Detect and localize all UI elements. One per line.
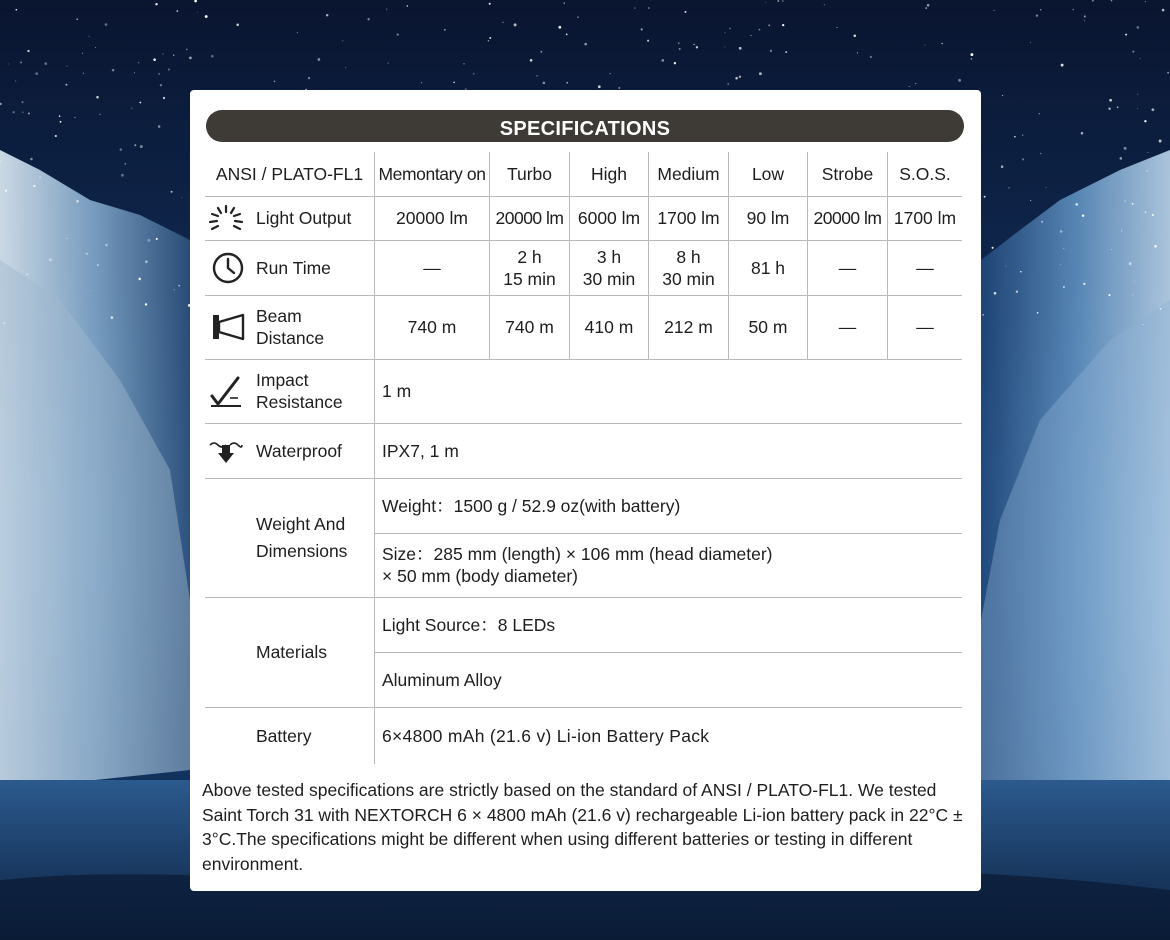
star xyxy=(318,58,321,61)
star xyxy=(1075,203,1078,206)
star xyxy=(342,40,343,41)
light-output-label: Light Output xyxy=(256,208,352,228)
star xyxy=(1125,34,1127,36)
star xyxy=(158,125,161,128)
beam-distance-turbo: 740 m xyxy=(505,317,554,337)
star xyxy=(566,33,568,35)
light-output-turbo: 20000 lm xyxy=(495,208,564,228)
star xyxy=(5,189,8,192)
star xyxy=(1008,187,1009,188)
star xyxy=(20,61,22,63)
star xyxy=(558,26,561,29)
star xyxy=(211,55,214,58)
star xyxy=(1162,9,1165,12)
star xyxy=(1060,230,1063,233)
run-time-turbo: 2 h 15 min xyxy=(503,246,556,289)
star xyxy=(759,72,762,75)
star xyxy=(1151,108,1154,111)
mode-header-momentary: Memontary on xyxy=(378,164,486,184)
star xyxy=(610,73,611,74)
star xyxy=(131,108,132,109)
star xyxy=(194,0,197,2)
star xyxy=(39,176,41,178)
star xyxy=(388,63,389,64)
star xyxy=(727,83,729,85)
star xyxy=(530,59,533,62)
star xyxy=(1124,147,1127,150)
star xyxy=(679,48,681,50)
star xyxy=(100,114,101,115)
star xyxy=(770,50,772,52)
star xyxy=(641,28,643,30)
star xyxy=(837,27,838,28)
star xyxy=(1060,264,1061,265)
weight-value: Weight：1500 g / 52.9 oz(with battery) xyxy=(382,495,681,516)
star xyxy=(1036,14,1038,16)
star xyxy=(1145,1,1146,2)
star xyxy=(33,185,35,187)
star xyxy=(83,73,84,74)
mode-header-low: Low xyxy=(751,164,785,184)
star xyxy=(308,77,310,79)
light-output-strobe: 20000 lm xyxy=(813,208,882,228)
star xyxy=(1082,214,1084,216)
materials-label: Materials xyxy=(256,642,327,662)
mode-header-high: High xyxy=(591,164,627,184)
star xyxy=(1143,324,1144,325)
star xyxy=(44,62,47,65)
star xyxy=(21,101,23,103)
star xyxy=(1117,106,1119,108)
clock-icon xyxy=(210,250,246,286)
star xyxy=(134,144,136,146)
star xyxy=(857,52,858,53)
star xyxy=(735,77,738,80)
star xyxy=(994,10,995,11)
mode-header-turbo: Turbo xyxy=(506,164,553,184)
star xyxy=(197,12,198,13)
run-time-label: Run Time xyxy=(256,257,331,278)
star xyxy=(55,135,57,137)
star xyxy=(15,80,16,81)
star xyxy=(3,322,5,324)
star xyxy=(1132,51,1134,53)
star xyxy=(120,148,122,150)
star xyxy=(1030,200,1031,201)
star xyxy=(1030,42,1031,43)
star xyxy=(76,18,78,20)
impact-icon xyxy=(208,374,244,410)
star xyxy=(634,8,635,9)
star xyxy=(138,62,139,63)
star xyxy=(1041,221,1043,223)
waterproof-label: Waterproof xyxy=(256,440,342,461)
star xyxy=(140,145,143,148)
star xyxy=(111,316,114,319)
star xyxy=(444,29,446,31)
star xyxy=(854,35,857,38)
star xyxy=(22,112,23,113)
mode-header-sos: S.O.S. xyxy=(899,164,951,184)
specifications-title: SPECIFICATIONS xyxy=(206,110,964,142)
star xyxy=(1039,113,1040,114)
star xyxy=(915,83,916,84)
star xyxy=(674,62,676,64)
star xyxy=(1037,312,1039,314)
star xyxy=(1120,157,1123,160)
star xyxy=(598,85,601,88)
star xyxy=(577,16,578,17)
star xyxy=(540,51,542,53)
star xyxy=(502,22,503,23)
beam-icon xyxy=(210,309,246,345)
star xyxy=(74,117,75,118)
star xyxy=(661,59,664,62)
star xyxy=(1081,132,1084,135)
star xyxy=(236,23,239,26)
star xyxy=(1022,158,1024,160)
star xyxy=(1040,153,1042,155)
star xyxy=(1109,99,1112,102)
star xyxy=(782,24,784,26)
star xyxy=(463,63,465,65)
star xyxy=(138,278,141,281)
star xyxy=(1040,9,1041,10)
star xyxy=(174,289,175,290)
star xyxy=(514,23,517,26)
star xyxy=(105,23,108,26)
star xyxy=(145,260,148,263)
star xyxy=(148,239,151,242)
star xyxy=(1108,294,1110,296)
star xyxy=(941,43,943,45)
run-time-high: 3 h 30 min xyxy=(582,246,636,289)
star xyxy=(82,53,83,54)
star xyxy=(90,290,91,291)
impact-resistance-value: 1 m xyxy=(382,381,412,401)
star xyxy=(925,7,927,9)
star xyxy=(648,7,650,9)
run-time-momentary: — xyxy=(423,257,441,278)
star xyxy=(1072,9,1074,11)
star xyxy=(171,191,173,193)
star xyxy=(992,247,994,249)
star xyxy=(186,49,188,51)
star xyxy=(27,50,29,52)
star xyxy=(678,42,680,44)
star xyxy=(1111,249,1112,250)
star xyxy=(421,82,422,83)
star xyxy=(693,44,694,45)
mode-header-medium: Medium xyxy=(657,164,720,184)
star xyxy=(536,75,537,76)
star xyxy=(158,73,160,75)
impact-resistance-label: Impact Resistance xyxy=(256,370,343,412)
run-time-low: 81 h xyxy=(750,257,786,278)
star xyxy=(397,33,399,35)
star xyxy=(15,9,17,11)
star xyxy=(909,86,910,87)
star xyxy=(30,158,33,161)
star xyxy=(160,84,162,86)
star xyxy=(89,36,90,37)
star xyxy=(971,58,973,60)
star xyxy=(489,3,491,5)
star xyxy=(1092,0,1094,2)
light-burst-icon xyxy=(208,200,244,236)
star xyxy=(1046,187,1047,188)
star xyxy=(65,84,67,86)
star xyxy=(86,253,88,255)
star xyxy=(1147,170,1149,172)
star xyxy=(121,174,124,177)
star xyxy=(59,115,61,117)
star xyxy=(765,2,766,3)
star xyxy=(181,197,182,198)
star xyxy=(994,292,997,295)
star xyxy=(66,66,67,67)
star xyxy=(984,196,986,198)
star xyxy=(696,46,698,48)
star xyxy=(618,87,620,89)
star xyxy=(156,238,158,240)
star xyxy=(1063,286,1065,288)
star xyxy=(96,96,99,99)
star xyxy=(724,47,725,48)
star xyxy=(970,53,973,56)
star xyxy=(35,72,38,75)
run-time-sos: — xyxy=(916,257,934,278)
star xyxy=(1140,58,1141,59)
star xyxy=(1061,64,1064,67)
star xyxy=(145,303,147,305)
light-output-sos: 1700 lm xyxy=(893,208,957,228)
star xyxy=(1083,283,1085,285)
star xyxy=(0,103,2,105)
star xyxy=(139,102,141,104)
star xyxy=(647,40,649,42)
mode-header-strobe: Strobe xyxy=(821,164,874,184)
star xyxy=(758,29,760,31)
standard-label: ANSI / PLATO-FL1 xyxy=(215,164,364,184)
star xyxy=(163,97,165,99)
star xyxy=(8,64,9,65)
star xyxy=(958,79,961,82)
water-drop-icon xyxy=(208,433,244,469)
light-source-value: Light Source：8 LEDs xyxy=(382,614,556,635)
star xyxy=(1145,211,1147,213)
battery-value: 6×4800 mAh (21.6 v) Li-ion Battery Pack xyxy=(382,725,710,746)
light-output-low: 90 lm xyxy=(746,208,790,228)
star xyxy=(1147,152,1148,153)
star xyxy=(1154,245,1157,248)
star xyxy=(453,82,454,83)
star xyxy=(1014,136,1016,138)
star xyxy=(205,15,208,18)
star xyxy=(173,55,174,56)
star xyxy=(750,35,751,36)
star xyxy=(488,40,489,41)
star xyxy=(1152,214,1154,216)
star xyxy=(1002,95,1003,96)
star xyxy=(1108,108,1110,110)
star xyxy=(326,14,328,16)
star xyxy=(1132,294,1133,295)
weight-dimensions-label: Weight And Dimensions xyxy=(256,513,348,561)
star xyxy=(777,0,779,2)
beam-distance-high: 410 m xyxy=(584,317,634,337)
star xyxy=(685,11,687,13)
star xyxy=(584,43,587,46)
star xyxy=(1159,140,1162,143)
light-output-high: 6000 lm xyxy=(577,208,641,228)
star xyxy=(564,3,565,4)
star xyxy=(1136,26,1139,29)
star xyxy=(386,9,387,10)
star xyxy=(1084,15,1086,17)
battery-label: Battery xyxy=(256,725,312,746)
beam-distance-label: Beam Distance xyxy=(256,306,325,348)
star xyxy=(1144,120,1146,122)
star xyxy=(927,4,930,7)
star xyxy=(297,32,298,33)
star xyxy=(1111,0,1113,1)
star xyxy=(26,274,27,275)
star xyxy=(1124,200,1126,202)
star xyxy=(274,80,276,82)
star xyxy=(729,28,731,30)
star xyxy=(739,76,742,79)
star xyxy=(134,72,135,73)
run-time-medium: 8 h 30 min xyxy=(662,246,715,289)
star xyxy=(178,285,180,287)
star xyxy=(1132,203,1134,205)
star xyxy=(1122,169,1123,170)
star xyxy=(189,57,192,60)
star xyxy=(345,67,346,68)
star xyxy=(1005,266,1006,267)
star xyxy=(924,45,925,46)
star xyxy=(1084,20,1085,21)
star xyxy=(97,264,99,266)
star xyxy=(155,3,157,5)
star xyxy=(1001,165,1004,168)
star xyxy=(1160,308,1162,310)
star xyxy=(982,314,984,316)
star xyxy=(1063,248,1064,249)
beam-distance-momentary: 740 m xyxy=(407,317,457,337)
star xyxy=(12,111,14,113)
star xyxy=(124,163,126,165)
star xyxy=(95,47,96,48)
star xyxy=(1137,108,1138,109)
star xyxy=(543,82,546,85)
star xyxy=(768,24,770,26)
star xyxy=(1134,282,1135,283)
star xyxy=(1121,230,1122,231)
beam-distance-medium: 212 m xyxy=(664,317,713,337)
star xyxy=(176,10,178,12)
star xyxy=(407,5,408,6)
star xyxy=(49,258,52,261)
specifications-card xyxy=(190,90,981,891)
star xyxy=(60,121,62,123)
size-value: Size：285 mm (length) × 106 mm (head diameter) × 50 mm (body diameter) xyxy=(382,544,773,586)
waterproof-value: IPX7, 1 m xyxy=(382,440,459,461)
star xyxy=(1167,72,1169,74)
star xyxy=(1016,291,1018,293)
star xyxy=(367,18,369,20)
star xyxy=(824,4,825,5)
star xyxy=(153,58,156,61)
star xyxy=(1129,262,1132,265)
star xyxy=(782,0,783,1)
beam-distance-strobe: — xyxy=(838,317,857,337)
star xyxy=(66,238,67,239)
test-standard-footnote: Above tested specifications are strictly based on the standard of ANSI / PLATO-FL1. We tested Saint Torch 31 with NEXTORCH 6 × 4800 mAh (21.6 v) rechargeable Li-ion battery pack in 22°C ± 3°C.The specifications might be different when using different batteries or testing in different environment. xyxy=(202,780,963,874)
material-value: Aluminum Alloy xyxy=(382,669,502,690)
run-time-strobe: — xyxy=(838,257,857,278)
star xyxy=(112,69,115,72)
star xyxy=(473,73,475,75)
star xyxy=(1137,94,1138,95)
star xyxy=(785,51,787,53)
star xyxy=(28,112,30,114)
star xyxy=(1020,271,1022,273)
star xyxy=(489,37,491,39)
star xyxy=(168,69,170,71)
star xyxy=(566,82,568,84)
star xyxy=(162,53,163,54)
star xyxy=(724,32,725,33)
star xyxy=(1022,135,1023,136)
star xyxy=(739,47,742,50)
star xyxy=(105,244,107,246)
beam-distance-low: 50 m xyxy=(748,317,788,337)
star xyxy=(76,200,79,203)
beam-distance-sos: — xyxy=(916,317,934,337)
light-output-medium: 1700 lm xyxy=(657,208,720,228)
light-output-momentary: 20000 lm xyxy=(396,208,468,228)
star xyxy=(870,56,872,58)
